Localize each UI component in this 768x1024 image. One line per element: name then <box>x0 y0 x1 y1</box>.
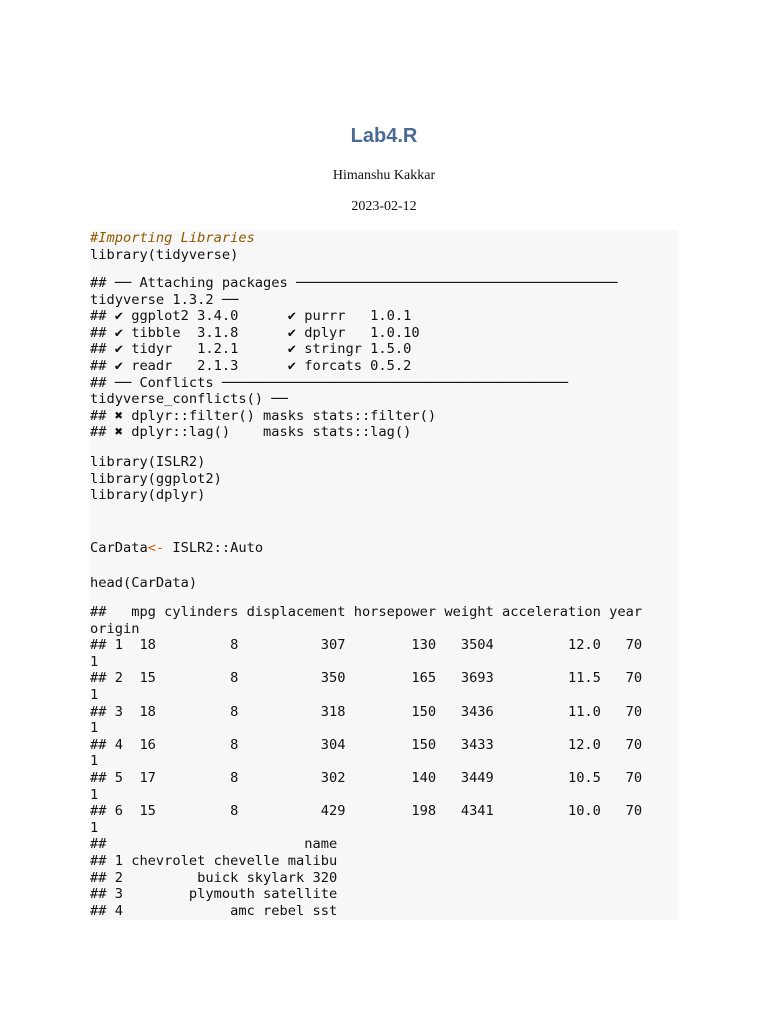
code-variable: CarData <box>90 540 148 556</box>
code-expression: ISLR2::Auto <box>164 540 264 556</box>
console-output-attach: ## ── Attaching packages ─────────────────────────────────────── tidyverse 1.3.2 ── ## ✔ ggplot2 3.4.0 ✔ purrr 1.0.1 ## ✔ tibble 3.1.8 ✔ dplyr 1.0.10 ## ✔ tidyr 1.2.1 ✔ stringr 1.5.0 ## ✔ readr 2.1.3 ✔ forcats 0.5.2 ## ── Conflicts ────────────────────────────────────────── tidyverse_conflicts() ── ## ✖ dplyr::filter() masks stats::filter() ## ✖ dplyr::lag() masks stats::lag() <box>90 275 618 441</box>
document-author: Himanshu Kakkar <box>332 168 436 183</box>
code-chunk-assign <box>90 540 263 557</box>
document-title: Lab4.R <box>350 125 418 147</box>
code-line: library(tidyverse) <box>90 246 239 263</box>
code-chunk-libraries: library(ISLR2) library(ggplot2) library(dplyr) <box>90 454 222 504</box>
code-comment: #Importing Libraries <box>90 230 255 246</box>
console-output-head: ## mpg cylinders displacement horsepower weight acceleration year origin ## 1 18 8 307 130 3504 12.0 70 1 ## 2 15 8 350 165 3693 11.5 70 1 ## 3 18 8 318 150 3436 11.0 70 1 ## 4 16 8 304 150 3433 12.0 70 1 ## 5 17 8 302 140 3449 10.5 70 1 ## 6 15 8 429 198 4341 10.0 70 1 ## name ## 1 chevrolet chevelle malibu ## 2 buick skylark 320 ## 3 plymouth satellite ## 4 amc rebel sst <box>90 604 643 919</box>
code-chunk-head: head(CarData) <box>90 575 198 591</box>
code-chunk-import <box>90 230 255 263</box>
assign-operator: <- <box>147 540 165 556</box>
document-date: 2023-02-12 <box>351 199 417 214</box>
